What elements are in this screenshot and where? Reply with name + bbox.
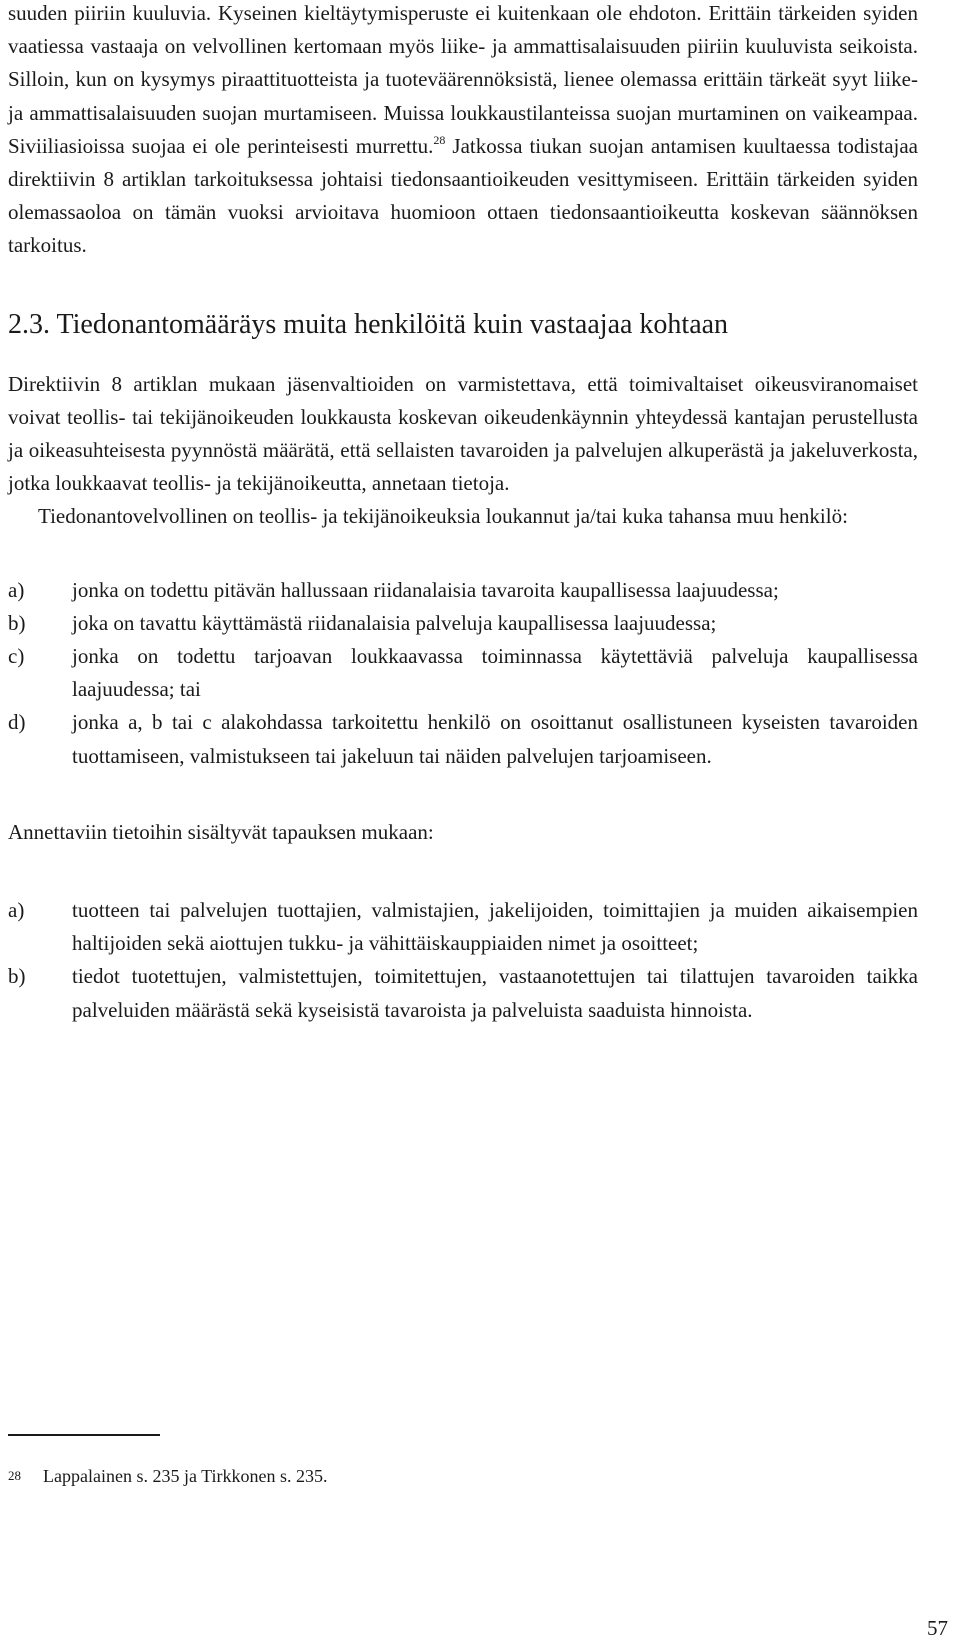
list-marker: b) — [8, 610, 26, 635]
footnote — [8, 1464, 327, 1488]
list-marker: c) — [8, 644, 25, 669]
list-marker: b) — [8, 964, 26, 989]
footnote-number: 28 — [8, 1468, 21, 1483]
list-marker: a) — [8, 577, 25, 602]
list-item-text: jonka on todettu pitävän hallussaan riidanalaisia tavaroita kaupallisessa laajuudessa; — [72, 577, 779, 602]
list-item — [8, 960, 918, 1026]
list-item-text: jonka a, b tai c alakohdassa tarkoitettu henkilö on osoittanut osallistuneen kyseisten tavaroiden tuottamiseen, valmistukseen tai jakeluun tai näiden palvelujen tarjoamiseen. — [72, 710, 918, 768]
info-list — [8, 894, 918, 1027]
info-paragraph: Annettaviin tietoihin sisältyvät tapauksen mukaan: — [8, 819, 434, 844]
list-item — [8, 607, 918, 640]
continued-paragraph-text: suuden piiriin kuuluvia. Kyseinen kieltäytymisperuste ei kuitenkaan ole ehdoton. Erittäin tärkeiden syiden vaatiessa vastaaja on velvollinen kertomaan myös liike- ja ammattisalaisuuden piiriin kuuluvista seikoista. Silloin, kun on kysymys piraattituotteista ja tuoteväärennöksistä, lienee olemassa erittäin tärkeät syyt liike- ja ammattisalaisuuden suojan murtamiseen. Muissa loukkaustilanteissa suojan murtaminen on vaikeampaa. Siviiliasioissa suojaa ei ole perinteisesti murrettu. — [8, 1, 918, 158]
page-number: 57 — [927, 1616, 948, 1640]
intro-paragraph: Direktiivin 8 artiklan mukaan jäsenvaltioiden on varmistettava, että toimivaltaiset oikeusviranomaiset voivat teollis- tai tekijänoikeuden loukkausta koskevan oikeudenkäynnin yhteydessä kantajan perustellusta ja oikeasuhteisesta pyynnöstä määrätä, että sellaisten tavaroiden ja palvelujen alkuperästä ja jakeluverkosta, jotka loukkaavat teollis- ja tekijänoikeutta, annetaan tietoja. — [8, 371, 918, 496]
list-item — [8, 640, 918, 706]
list-item-text: tuotteen tai palvelujen tuottajien, valmistajien, jakelijoiden, toimittajien ja muiden aikaisempien haltijoiden sekä aiottujen tukku- ja vähittäiskauppiaiden nimet ja osoitteet; — [72, 898, 918, 956]
obligation-paragraph: Tiedonantovelvollinen on teollis- ja tekijänoikeuksia loukannut ja/tai kuka tahansa muu henkilö: — [38, 504, 848, 529]
persons-list — [8, 574, 918, 773]
footnote-text: Lappalainen s. 235 ja Tirkkonen s. 235. — [43, 1466, 328, 1486]
section-heading: 2.3. Tiedonantomääräys muita henkilöitä kuin vastaajaa kohtaan — [8, 308, 729, 340]
list-item — [8, 706, 918, 772]
list-marker: a) — [8, 898, 25, 923]
footnote-divider — [8, 1434, 160, 1436]
list-item-text: tiedot tuotettujen, valmistettujen, toimitettujen, vastaanotettujen tai tilattujen tavaroiden taikka palveluiden määrästä sekä kyseisistä tavaroista ja palveluista saaduista hinnoista. — [72, 964, 918, 1022]
list-item — [8, 894, 918, 960]
list-item-text: jonka on todettu tarjoavan loukkaavassa toiminnassa käytettäviä palveluja kaupallisessa laajuudessa; tai — [72, 644, 918, 702]
continued-paragraph-text-end: Jatkossa tiukan suojan antamisen kuultaessa todistajaa direktiivin 8 artiklan tarkoituksessa johtaisi tiedonsaantioikeuden vesittymiseen. Erittäin tärkeiden syiden olemassaoloa on tämän vuoksi arvioitava huomioon ottaen tiedonsaantioikeutta koskevan säännöksen tarkoitus. — [8, 133, 919, 258]
list-item — [8, 574, 918, 607]
document-page — [8, 0, 918, 1027]
continued-paragraph — [8, 0, 918, 263]
footnote-reference[interactable]: 28 — [433, 132, 446, 147]
list-item-text: joka on tavattu käyttämästä riidanalaisia palveluja kaupallisessa laajuudessa; — [72, 610, 717, 635]
list-marker: d) — [8, 710, 26, 735]
